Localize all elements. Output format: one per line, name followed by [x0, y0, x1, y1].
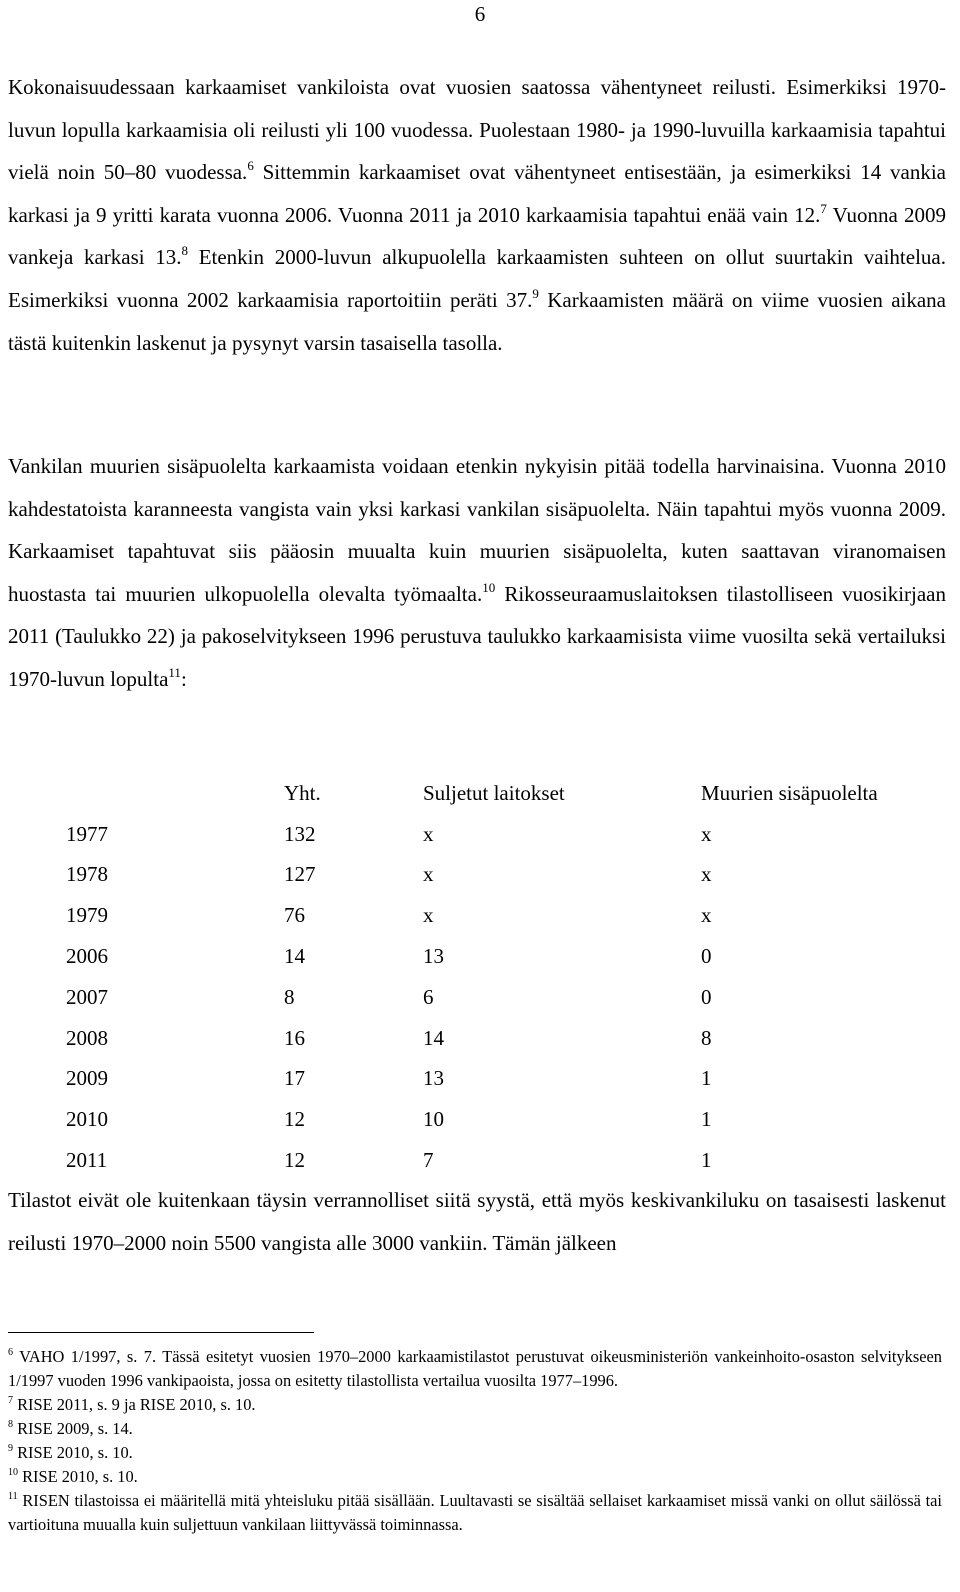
table-header-cell: Muurien sisäpuolelta — [701, 780, 878, 805]
footnote-8 — [8, 1417, 942, 1441]
table-cell: 2011 — [66, 1148, 108, 1173]
table-row — [66, 855, 941, 896]
footnote-number: 6 — [8, 1347, 13, 1358]
table-header-cell: Yht. — [284, 780, 321, 805]
table-cell: 76 — [284, 903, 305, 928]
footnote-text: RISE 2010, s. 10. — [13, 1443, 133, 1462]
table-cell: x — [701, 903, 712, 928]
footnote-6 — [8, 1345, 942, 1393]
p1-text: Etenkin 2000-luvun alkupuolella karkaamisten suhteen on ollut suurtakin vaihtelua. Esimerkiksi vuonna 2002 karkaamisia raportoitiin peräti 37. — [8, 245, 946, 312]
table-cell: 13 — [423, 1066, 444, 1091]
footnote-ref-8[interactable]: 8 — [181, 243, 189, 259]
table-row — [66, 1099, 941, 1140]
table-header-cell: Suljetut laitokset — [423, 780, 565, 805]
table-cell: 1978 — [66, 862, 108, 887]
footnote-text: RISE 2009, s. 14. — [13, 1419, 133, 1438]
footnote-11 — [8, 1489, 942, 1537]
p1-text: Vuonna 2009 vankeja karkasi 13. — [8, 202, 946, 270]
table-cell: x — [701, 821, 712, 846]
table-cell: 132 — [284, 821, 316, 846]
table-cell: 2008 — [66, 1025, 108, 1050]
footnote-ref-6[interactable]: 6 — [247, 158, 254, 174]
table-cell: 0 — [701, 984, 712, 1009]
table-row — [66, 936, 941, 977]
table-row — [66, 814, 941, 855]
table-cell: 2009 — [66, 1066, 108, 1091]
table-cell: 12 — [284, 1107, 305, 1132]
table-cell: 14 — [423, 1025, 444, 1050]
table-row — [66, 895, 941, 936]
table-cell: x — [423, 821, 434, 846]
footnotes — [8, 1345, 942, 1537]
footnote-number: 10 — [8, 1467, 18, 1478]
table-cell: 1 — [701, 1107, 712, 1132]
table-cell: 2010 — [66, 1107, 108, 1132]
table-cell: x — [423, 903, 434, 928]
table-header-row — [66, 773, 941, 814]
table-cell: 12 — [284, 1148, 305, 1173]
table-cell: 2007 — [66, 984, 108, 1009]
paragraph-statistics-comparison: Tilastot eivät ole kuitenkaan täysin verrannolliset siitä syystä, että myös keskivankiluku on tasaisesti laskenut reilusti 1970–2000 noin 5500 vangista alle 3000 vankiin. Tämän jälkeen — [8, 1188, 946, 1255]
p2-text: Vankilan muurien sisäpuolelta karkaamista voidaan etenkin nykyisin pitää todella harvinaisina. Vuonna 2010 kahdestatoista karanneesta vangista vain yksi karkasi vankilan sisäpuolelta. Näin tapahtui myös vuonna 2009. Karkaamiset tapahtuvat siis pääosin muualta kuin muurien sisäpuolelta, kuten saattavan viranomaisen huostasta tai muurien ulkopuolella olevalta työmaalta. — [8, 454, 946, 606]
p1-text: Kokonaisuudessaan karkaamiset vankiloista ovat vuosien saatossa vähentyneet reilusti. Esimerkiksi 1970-luvun lopulla karkaamisia oli reilusti yli 100 vuodessa. Puolestaan 1980- ja 1990-luvuilla karkaamisia tapahtui vielä noin 50–80 vuodessa. — [8, 75, 946, 185]
table-cell: 8 — [284, 984, 295, 1009]
footnote-ref-7[interactable]: 7 — [820, 200, 827, 216]
p2-text: Rikosseuraamuslaitoksen tilastolliseen vuosikirjaan 2011 (Taulukko 22) ja pakoselvitykseen 1996 perustuva taulukko karkaamisista viime vuosilta sekä vertailuksi 1970-luvun lopulta — [8, 581, 946, 691]
footnote-text: VAHO 1/1997, s. 7. Tässä esitetyt vuosien 1970–2000 karkaamistilastot perustuvat oikeusministeriön vankeinhoito-osaston selvitykseen 1/1997 vuoden 1996 vankipaoista, jossa on esitetty tilastollista vertailua vuosilta 1977–1996. — [8, 1347, 942, 1390]
table-cell: 1 — [701, 1066, 712, 1091]
footnote-number: 9 — [8, 1443, 13, 1454]
footnote-text: RISEN tilastoissa ei määritellä mitä yhteisluku pitää sisällään. Luultavasti se sisältää sellaiset karkaamiset missä vanki on ollut säilössä tai vartioituna muualla kuin suljettuun vankilaan liittyvässä toiminnassa. — [8, 1491, 942, 1534]
table-row — [66, 1018, 941, 1059]
p1-text: Karkaamisten määrä on viime vuosien aikana tästä kuitenkin laskenut ja pysynyt varsin tasaisella tasolla. — [8, 287, 946, 355]
footnote-10 — [8, 1465, 942, 1489]
table-cell: 1979 — [66, 903, 108, 928]
table-cell: 1977 — [66, 821, 108, 846]
table-row — [66, 1059, 941, 1100]
paragraph-escapes-overview — [8, 66, 946, 364]
table-cell: 0 — [701, 944, 712, 969]
footnote-9 — [8, 1441, 942, 1465]
table-cell: 16 — [284, 1025, 305, 1050]
footnote-ref-9[interactable]: 9 — [532, 285, 539, 301]
table-row — [66, 977, 941, 1018]
table-cell: 8 — [701, 1025, 712, 1050]
footnote-separator — [8, 1332, 314, 1333]
table-cell: x — [423, 862, 434, 887]
escapes-table — [66, 773, 941, 1181]
table-cell: 17 — [284, 1066, 305, 1091]
table-cell: x — [701, 862, 712, 887]
table-cell: 6 — [423, 984, 434, 1009]
p1-text: Sittemmin karkaamiset ovat vähentyneet entisestään, ja esimerkiksi 14 vankia karkasi ja 9 yritti karata vuonna 2006. Vuonna 2011 ja 2010 karkaamisia tapahtui enää vain 12. — [8, 160, 946, 227]
table-header-cell — [66, 773, 284, 814]
footnote-7 — [8, 1393, 942, 1417]
paragraph-inside-walls — [8, 445, 946, 701]
footnote-text: RISE 2010, s. 10. — [18, 1467, 138, 1486]
table-cell: 7 — [423, 1148, 434, 1173]
table-cell: 10 — [423, 1107, 444, 1132]
table-cell: 14 — [284, 944, 305, 969]
footnote-number: 8 — [8, 1419, 13, 1430]
footnote-ref-11[interactable]: 11 — [168, 664, 181, 680]
table-cell: 1 — [701, 1148, 712, 1173]
page-number: 6 — [474, 2, 486, 26]
table-cell: 2006 — [66, 944, 108, 969]
footnote-text: RISE 2011, s. 9 ja RISE 2010, s. 10. — [13, 1395, 256, 1414]
table-row — [66, 1140, 941, 1181]
p2-text: : — [180, 666, 187, 691]
table-cell: 13 — [423, 944, 444, 969]
table-cell: 127 — [284, 862, 316, 887]
footnote-number: 11 — [8, 1491, 18, 1502]
footnote-ref-10[interactable]: 10 — [482, 579, 496, 595]
footnote-number: 7 — [8, 1395, 13, 1406]
